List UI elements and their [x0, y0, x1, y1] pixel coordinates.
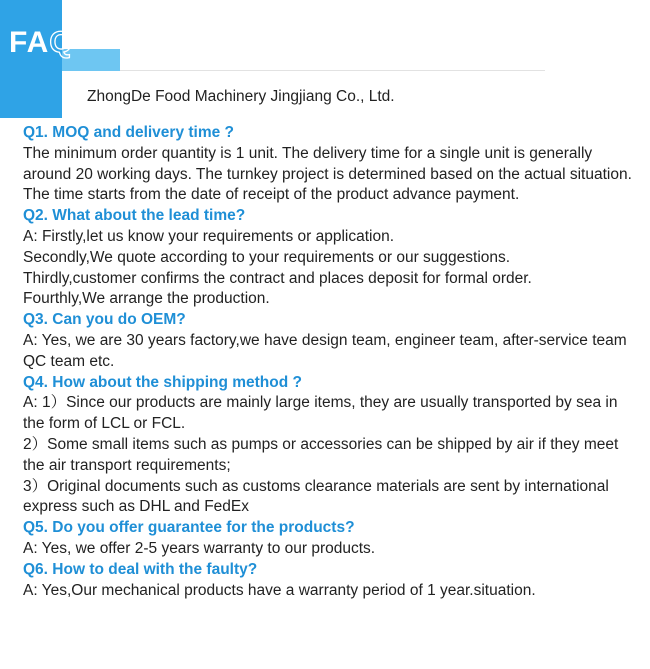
- faq-question: Q4. How about the shipping method ?: [23, 373, 302, 391]
- faq-item: [23, 560, 638, 602]
- faq-answer: A: Yes,Our mechanical products have a warranty period of 1 year.situation.: [23, 581, 536, 599]
- faq-item: [23, 518, 638, 560]
- faq-question: Q5. Do you offer guarantee for the products?: [23, 519, 355, 537]
- header-divider: [120, 70, 545, 71]
- company-name: ZhongDe Food Machinery Jingjiang Co., Ltd.: [87, 88, 395, 105]
- faq-header: [0, 0, 650, 118]
- faq-item: [23, 373, 638, 519]
- faq-item: [23, 206, 638, 310]
- faq-answer-line: Thirdly,customer confirms the contract and places deposit for formal order.: [23, 269, 532, 287]
- faq-answer-line: 3）Original documents such as customs clearance materials are sent by international express such as DHL and FedEx: [23, 477, 609, 516]
- faq-badge-fa: FA: [9, 26, 50, 59]
- faq-item: [23, 310, 638, 372]
- faq-answer: The minimum order quantity is 1 unit. The delivery time for a single unit is generally around 20 working days. The turnkey project is determined based on the actual situation. The time starts from the date of receipt of the product advance payment.: [23, 144, 632, 204]
- faq-answer-line: Secondly,We quote according to your requirements or our suggestions.: [23, 248, 511, 266]
- faq-question: Q6. How to deal with the faulty?: [23, 560, 258, 578]
- faq-question: Q2. What about the lead time?: [23, 207, 246, 225]
- faq-list: [23, 123, 638, 601]
- faq-answer-line: A: 1）Since our products are mainly large items, they are usually transported by sea in the form of LCL or FCL.: [23, 394, 618, 433]
- faq-answer: A: Yes, we are 30 years factory,we have design team, engineer team, after-service team QC team etc.: [23, 331, 627, 370]
- faq-item: [23, 123, 638, 206]
- faq-question: Q3. Can you do OEM?: [23, 311, 186, 329]
- faq-answer: A: Yes, we offer 2-5 years warranty to our products.: [23, 539, 376, 557]
- faq-question: Q1. MOQ and delivery time ?: [23, 124, 235, 141]
- faq-answer-line: A: Firstly,let us know your requirements or application.: [23, 227, 395, 245]
- faq-badge-q: Q: [49, 26, 74, 59]
- faq-answer-line: 2）Some small items such as pumps or accessories can be shipped by air if they meet the air transport requirements;: [23, 435, 619, 474]
- faq-answer-line: Fourthly,We arrange the production.: [23, 290, 270, 308]
- faq-badge-text: [9, 26, 74, 60]
